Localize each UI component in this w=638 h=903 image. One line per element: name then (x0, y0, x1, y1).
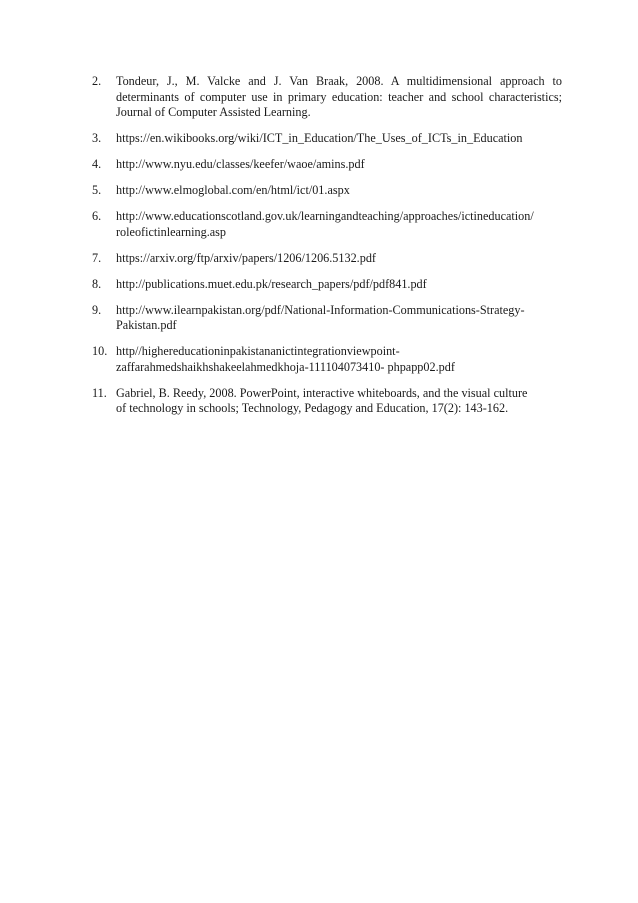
reference-link[interactable]: http://www.nyu.edu/classes/keefer/waoe/amins.pdf (116, 157, 365, 171)
reference-line-2: Pakistan.pdf (116, 318, 177, 332)
reference-item-5 (92, 183, 562, 199)
reference-number: 3. (92, 131, 102, 145)
reference-number: 10. (92, 344, 108, 358)
reference-number: 7. (92, 250, 102, 265)
reference-link[interactable] (116, 344, 562, 375)
reference-number: 8. (92, 276, 102, 291)
reference-link[interactable]: https://en.wikibooks.org/wiki/ICT_in_Education/The_Uses_of_ICTs_in_Education (116, 131, 523, 145)
reference-link[interactable]: https://arxiv.org/ftp/arxiv/papers/1206/1206.5132.pdf (116, 250, 376, 265)
reference-link[interactable] (116, 209, 562, 240)
reference-text: Tondeur, J., M. Valcke and J. Van Braak, 2008. A multidimensional approach to determinants of computer use in primary education: teacher and school characteristics; Journal of Computer Assisted Learning. (116, 74, 562, 119)
reference-item-2 (92, 74, 562, 121)
reference-line-2: roleofictinlearning.asp (116, 224, 226, 239)
reference-line-1: http://www.ilearnpakistan.org/pdf/National-Information-Communications-Strategy- (116, 302, 525, 317)
reference-item-9 (92, 303, 562, 334)
reference-line-2: zaffarahmedshaikhshakeelahmedkhoja-111104073410- phpapp02.pdf (116, 359, 455, 374)
reference-number: 4. (92, 157, 102, 171)
reference-item-11 (92, 386, 562, 417)
reference-line-2: of technology in schools; Technology, Pedagogy and Education, 17(2): 143-162. (116, 401, 509, 415)
reference-number: 2. (92, 74, 102, 88)
reference-number: 5. (92, 183, 102, 197)
reference-item-7 (92, 251, 562, 267)
reference-item-8 (92, 277, 562, 293)
reference-item-4 (92, 157, 562, 173)
reference-line-1: http://www.educationscotland.gov.uk/learningandteaching/approaches/ictineducation/ (116, 209, 534, 223)
reference-item-10 (92, 344, 562, 375)
reference-link[interactable]: http://publications.muet.edu.pk/research_papers/pdf/pdf841.pdf (116, 276, 427, 291)
reference-link[interactable] (116, 303, 562, 334)
reference-number: 11. (92, 385, 107, 400)
reference-number: 9. (92, 302, 102, 317)
reference-list (92, 74, 562, 427)
reference-item-6 (92, 209, 562, 240)
reference-link[interactable]: http://www.elmoglobal.com/en/html/ict/01.aspx (116, 183, 350, 197)
reference-line-1: http//highereducationinpakistananictintegrationviewpoint- (116, 344, 400, 358)
reference-line-1: Gabriel, B. Reedy, 2008. PowerPoint, interactive whiteboards, and the visual culture (116, 385, 528, 400)
reference-number: 6. (92, 209, 102, 223)
reference-text (116, 386, 562, 417)
reference-item-3 (92, 131, 562, 147)
